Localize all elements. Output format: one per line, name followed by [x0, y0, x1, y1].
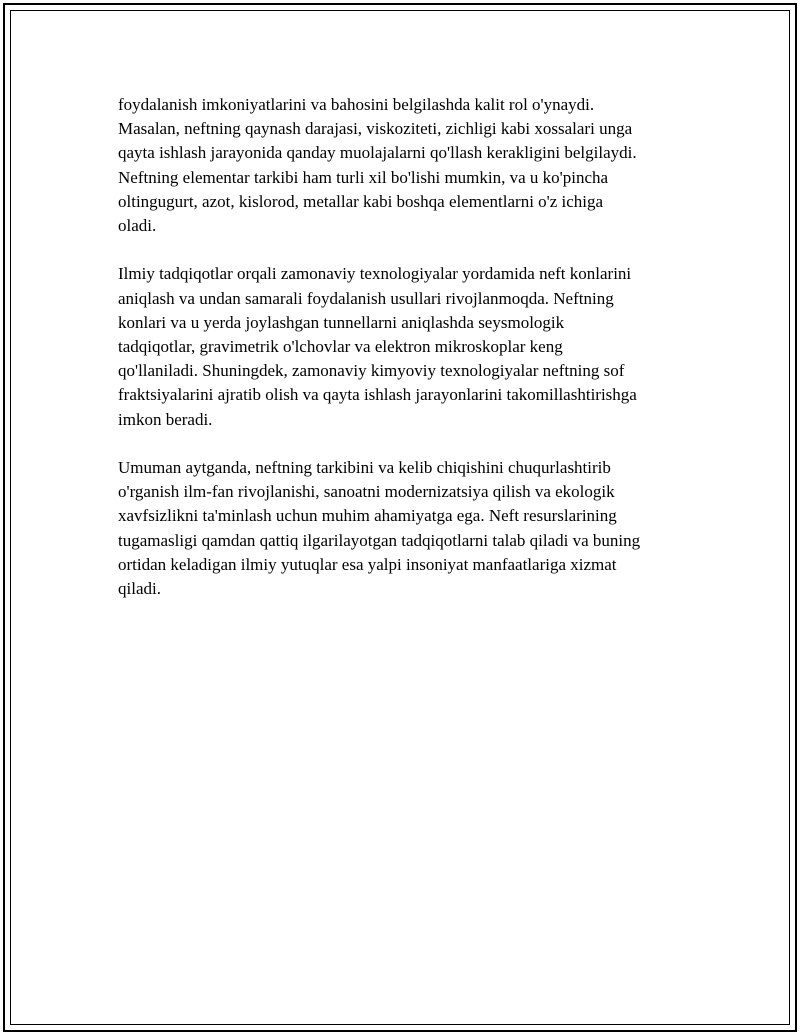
document-body [118, 93, 693, 625]
paragraph-2: Ilmiy tadqiqotlar orqali zamonaviy texnologiyalar yordamida neft konlarini aniqlash va undan samarali foydalanish usullari rivojlanmoqda. Neftning konlari va u yerda joylashgan tunnellarni aniqlashda seysmologik tadqiqotlar, gravimetrik o'lchovlar va elektron mikroskoplar keng qo'llaniladi. Shuningdek, zamonaviy kimyoviy texnologiyalar neftning sof fraktsiyalarini ajratib olish va qayta ishlash jarayonlarini takomillashtirishga imkon beradi. [118, 264, 637, 429]
paragraph-3: Umuman aytganda, neftning tarkibini va kelib chiqishini chuqurlashtirib o'rganish ilm-fan rivojlanishi, sanoatni modernizatsiya qilish va ekologik xavfsizlikni ta'minlash uchun muhim ahamiyatga ega. Neft resurslarining tugamasligi qamdan qattiq ilgarilayotgan tadqiqotlarni talab qiladi va buning ortidan keladigan ilmiy yutuqlar esa yalpi insoniyat manfaatlariga xizmat qiladi. [118, 458, 641, 599]
paragraph-1: foydalanish imkoniyatlarini va bahosini belgilashda kalit rol o'ynaydi. Masalan, neftning qaynash darajasi, viskoziteti, zichligi kabi xossalari unga qayta ishlash jarayonida qanday muolajalarni qo'llash kerakligini belgilaydi. Neftning elementar tarkibi ham turli xil bo'lishi mumkin, va u ko'pincha oltingugurt, azot, kislorod, metallar kabi boshqa elementlarni o'z ichiga oladi. [118, 95, 637, 236]
